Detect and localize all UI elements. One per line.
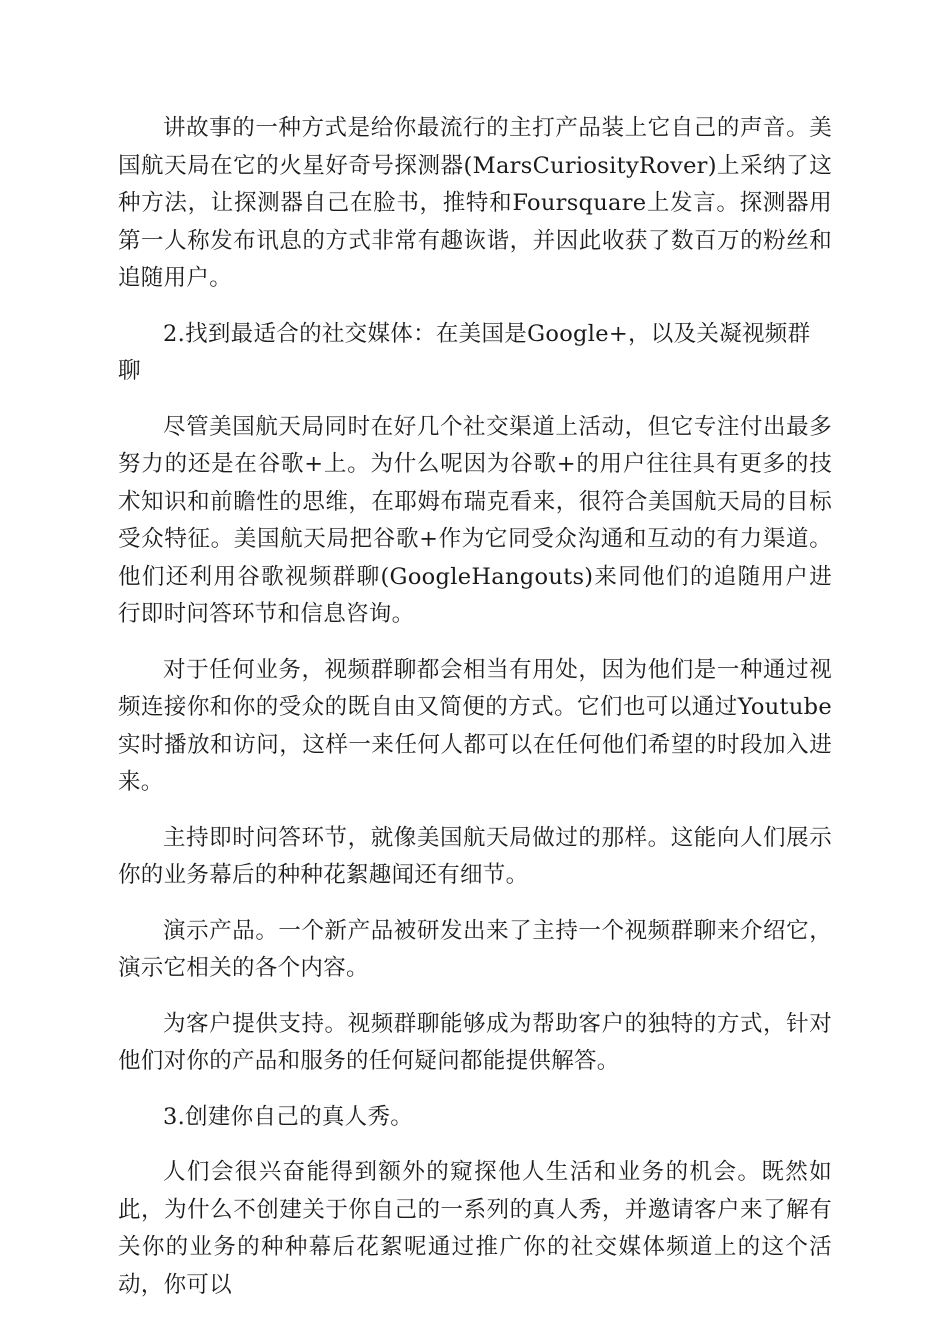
paragraph-curiosity-rover-voice: 讲故事的一种方式是给你最流行的主打产品装上它自己的声音。美国航天局在它的火星好奇号探测器(MarsCuriosityRover)上采纳了这种方法，让探测器自己在脸书，推特和Foursquare上发言。探测器用第一人称发布讯息的方式非常有趣诙谐，并因此收获了数百万的粉丝和追随用户。 <box>118 115 832 291</box>
paragraph-customer-support: 为客户提供支持。视频群聊能够成为帮助客户的独特的方式，针对他们对你的产品和服务的任何疑问都能提供解答。 <box>118 1010 832 1074</box>
paragraph-live-qa: 主持即时问答环节，就像美国航天局做过的那样。这能向人们展示你的业务幕后的种种花絮趣闻还有细节。 <box>118 824 832 888</box>
paragraph-hangouts-usefulness: 对于任何业务，视频群聊都会相当有用处，因为他们是一种通过视频连接你和你的受众的既自由又简便的方式。它们也可以通过Youtube实时播放和访问，这样一来任何人都可以在任何他们希望的时段加入进来。 <box>118 656 832 795</box>
section-heading-reality-show: 3.创建你自己的真人秀。 <box>163 1103 414 1130</box>
paragraph-product-demo: 演示产品。一个新产品被研发出来了主持一个视频群聊来介绍它，演示它相关的各个内容。 <box>118 917 832 981</box>
paragraph-google-plus-focus: 尽管美国航天局同时在好几个社交渠道上活动，但它专注付出最多努力的还是在谷歌+上。为什么呢因为谷歌+的用户往往具有更多的技术知识和前瞻性的思维，在耶姆布瑞克看来，很符合美国航天局的目标受众特征。美国航天局把谷歌+作为它同受众沟通和互动的有力渠道。他们还利用谷歌视频群聊(GoogleHangouts)来同他们的追随用户进行即时问答环节和信息咨询。 <box>118 413 832 627</box>
section-heading-google-plus: 2.找到最适合的社交媒体：在美国是Google+，以及关凝视频群聊 <box>118 320 811 384</box>
paragraph-reality-show: 人们会很兴奋能得到额外的窥探他人生活和业务的机会。既然如此，为什么不创建关于你自己的一系列的真人秀，并邀请客户来了解有关你的业务的种种幕后花絮呢通过推广你的社交媒体频道上的这个活动，你可以 <box>118 1159 832 1298</box>
